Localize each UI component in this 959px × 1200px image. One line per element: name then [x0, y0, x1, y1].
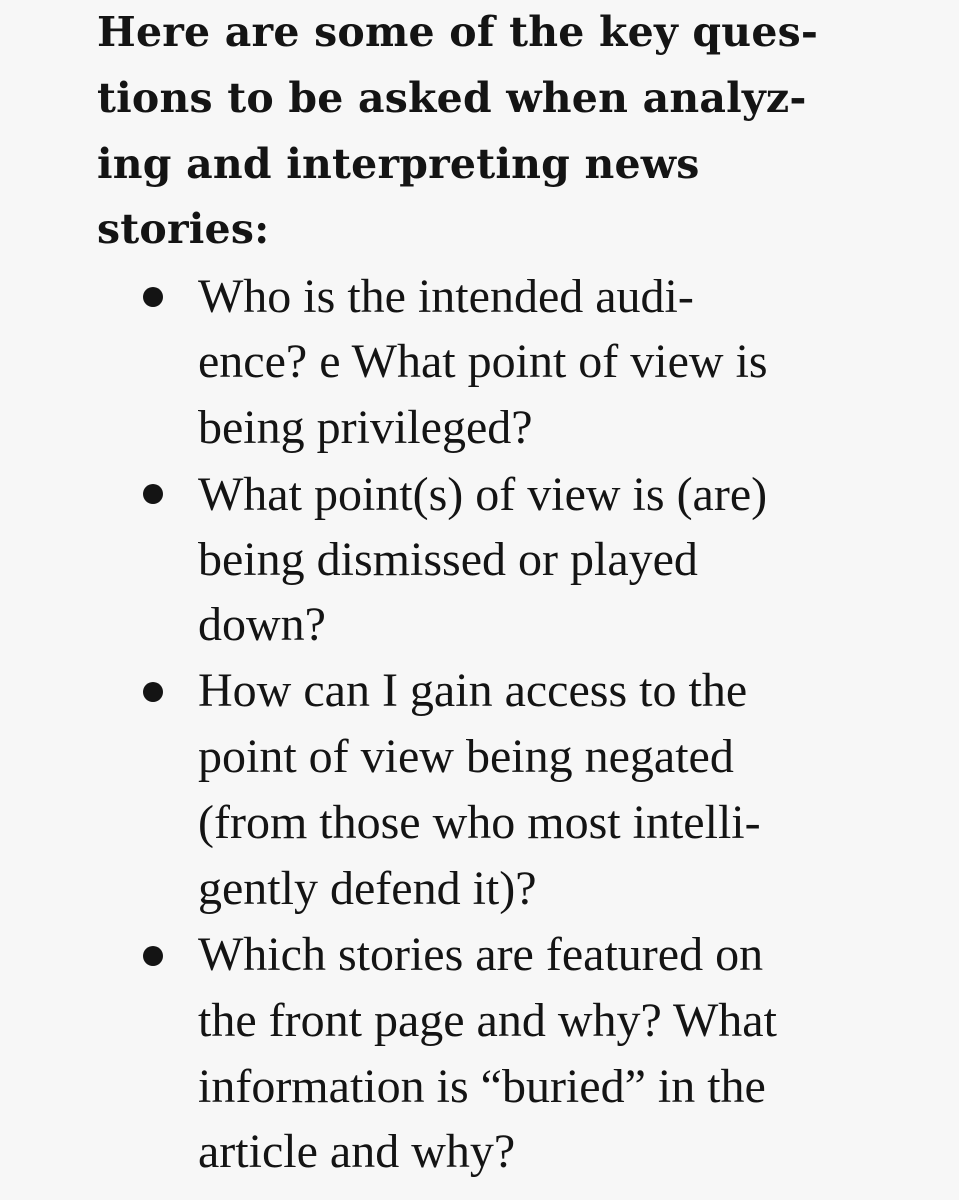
- heading-line: ing and interpreting news: [97, 140, 700, 188]
- bullet-icon: [143, 682, 163, 702]
- list-item-line: point of view being negated: [198, 730, 734, 783]
- bullet-icon: [143, 484, 163, 504]
- list-item-line: down?: [198, 598, 326, 651]
- list-item-line: gently defend it)?: [198, 862, 537, 915]
- heading-line: Here are some of the key ques-: [97, 8, 819, 56]
- list-item-line: Which stories are featured on: [198, 928, 764, 981]
- list-item-line: article and why?: [198, 1125, 516, 1178]
- list-item-line: the front page and why? What: [198, 994, 777, 1047]
- list-item-line: information is “buried” in the: [198, 1060, 766, 1113]
- list-item-line: Who is the intended audi-: [198, 270, 694, 323]
- bullet-icon: [143, 287, 163, 307]
- heading-line: tions to be asked when analyz-: [97, 74, 807, 122]
- bullet-icon: [143, 946, 163, 966]
- list-item-line: What point(s) of view is (are): [198, 468, 768, 521]
- list-item-line: ence? e What point of view is: [198, 335, 768, 388]
- list-item-line: How can I gain access to the: [198, 664, 748, 717]
- heading-line: stories:: [97, 205, 270, 253]
- list-item-line: being dismissed or played: [198, 533, 698, 586]
- list-item-line: being privileged?: [198, 401, 533, 454]
- list-item-line: (from those who most intelli-: [198, 796, 761, 849]
